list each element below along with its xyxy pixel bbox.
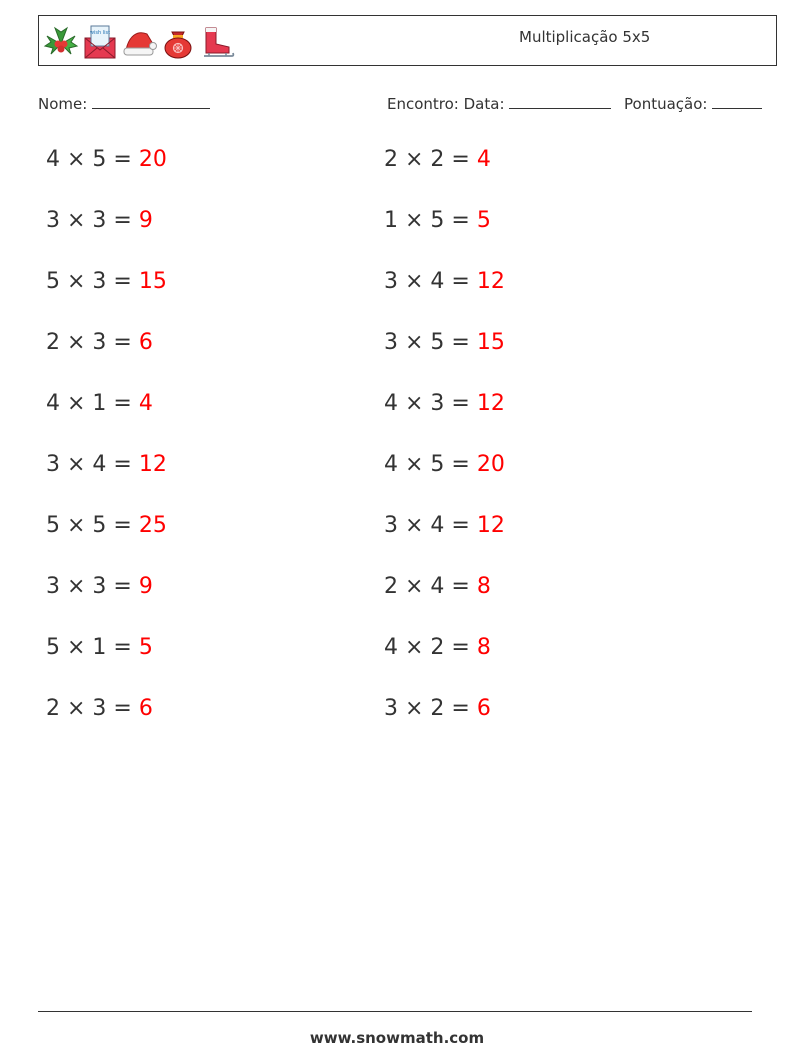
operand-a: 4 [384, 452, 398, 477]
equals-sign: = [106, 513, 139, 538]
answer: 4 [138, 391, 153, 416]
operand-a: 4 [46, 147, 60, 172]
times-sign: × [60, 513, 93, 538]
problem-right-1 [384, 147, 491, 172]
answer: 12 [476, 391, 505, 416]
problem-right-5 [384, 391, 505, 416]
answer: 12 [138, 452, 167, 477]
equals-sign: = [106, 635, 139, 660]
operand-b: 5 [430, 208, 445, 233]
operand-a: 4 [384, 391, 398, 416]
equals-sign: = [444, 269, 477, 294]
equals-sign: = [444, 635, 477, 660]
answer: 20 [138, 147, 167, 172]
problem-left-10 [46, 696, 153, 721]
gift-sack-icon [160, 22, 196, 60]
answer: 12 [476, 513, 505, 538]
answer: 8 [476, 574, 491, 599]
answer: 5 [476, 208, 491, 233]
operand-a: 5 [46, 635, 60, 660]
svg-text:wish list: wish list [89, 30, 111, 36]
times-sign: × [398, 147, 431, 172]
answer: 9 [138, 208, 153, 233]
wish-list-envelope-icon [82, 22, 118, 60]
operand-b: 4 [92, 452, 107, 477]
problem-left-6 [46, 452, 167, 477]
operand-a: 3 [384, 513, 398, 538]
operand-b: 5 [92, 513, 107, 538]
problem-right-2 [384, 208, 491, 233]
answer: 5 [138, 635, 153, 660]
problem-right-7 [384, 513, 505, 538]
score-label: Pontuação: [624, 95, 708, 113]
name-blank [92, 93, 210, 109]
times-sign: × [398, 269, 431, 294]
equals-sign: = [106, 208, 139, 233]
answer: 12 [476, 269, 505, 294]
times-sign: × [398, 208, 431, 233]
operand-a: 3 [384, 330, 398, 355]
problem-left-4 [46, 330, 153, 355]
icon-strip [43, 22, 235, 60]
ice-skate-icon [199, 22, 235, 60]
equals-sign: = [444, 147, 477, 172]
equals-sign: = [106, 269, 139, 294]
name-field [38, 93, 210, 113]
problem-left-2 [46, 208, 153, 233]
problem-right-8 [384, 574, 491, 599]
answer: 6 [476, 696, 491, 721]
operand-a: 3 [384, 269, 398, 294]
times-sign: × [398, 696, 431, 721]
times-sign: × [398, 391, 431, 416]
equals-sign: = [106, 391, 139, 416]
answer: 6 [138, 330, 153, 355]
holly-icon [43, 22, 79, 60]
operand-a: 4 [46, 391, 60, 416]
times-sign: × [398, 574, 431, 599]
problem-left-1 [46, 147, 167, 172]
operand-a: 3 [46, 208, 60, 233]
equals-sign: = [444, 330, 477, 355]
problem-left-3 [46, 269, 167, 294]
score-blank [712, 93, 762, 109]
times-sign: × [60, 635, 93, 660]
answer: 9 [138, 574, 153, 599]
operand-b: 2 [430, 147, 445, 172]
operand-a: 2 [46, 330, 60, 355]
operand-b: 5 [430, 330, 445, 355]
operand-a: 1 [384, 208, 398, 233]
operand-a: 3 [384, 696, 398, 721]
date-label: Encontro: Data: [387, 95, 505, 113]
problem-right-10 [384, 696, 491, 721]
operand-b: 5 [92, 147, 107, 172]
equals-sign: = [106, 574, 139, 599]
times-sign: × [60, 391, 93, 416]
worksheet-title: Multiplicação 5x5 [519, 28, 651, 46]
score-field [624, 93, 762, 113]
answer: 4 [476, 147, 491, 172]
equals-sign: = [444, 513, 477, 538]
answer: 15 [476, 330, 505, 355]
answer: 6 [138, 696, 153, 721]
equals-sign: = [444, 391, 477, 416]
operand-b: 3 [92, 269, 107, 294]
equals-sign: = [444, 208, 477, 233]
times-sign: × [60, 269, 93, 294]
answer: 15 [138, 269, 167, 294]
equals-sign: = [444, 574, 477, 599]
equals-sign: = [106, 452, 139, 477]
worksheet-header [38, 15, 777, 66]
problem-right-6 [384, 452, 505, 477]
operand-b: 4 [430, 574, 445, 599]
operand-b: 2 [430, 635, 445, 660]
times-sign: × [398, 330, 431, 355]
equals-sign: = [106, 696, 139, 721]
problem-left-7 [46, 513, 167, 538]
operand-b: 3 [92, 574, 107, 599]
operand-b: 2 [430, 696, 445, 721]
date-blank [509, 93, 611, 109]
times-sign: × [60, 696, 93, 721]
answer: 8 [476, 635, 491, 660]
operand-a: 5 [46, 269, 60, 294]
problem-left-5 [46, 391, 153, 416]
footer-divider [38, 1011, 752, 1012]
footer-url: www.snowmath.com [309, 1029, 485, 1047]
operand-a: 2 [384, 574, 398, 599]
equals-sign: = [106, 147, 139, 172]
times-sign: × [60, 452, 93, 477]
problem-right-4 [384, 330, 505, 355]
operand-a: 2 [384, 147, 398, 172]
equals-sign: = [444, 452, 477, 477]
operand-a: 3 [46, 574, 60, 599]
operand-b: 3 [92, 208, 107, 233]
name-label: Nome: [38, 95, 88, 113]
santa-hat-icon [121, 22, 157, 60]
times-sign: × [60, 330, 93, 355]
times-sign: × [398, 513, 431, 538]
operand-a: 2 [46, 696, 60, 721]
operand-b: 3 [92, 696, 107, 721]
operand-b: 1 [92, 391, 107, 416]
answer: 20 [476, 452, 505, 477]
equals-sign: = [444, 696, 477, 721]
equals-sign: = [106, 330, 139, 355]
operand-b: 4 [430, 513, 445, 538]
operand-b: 3 [92, 330, 107, 355]
problem-right-9 [384, 635, 491, 660]
operand-b: 5 [430, 452, 445, 477]
problem-right-3 [384, 269, 505, 294]
times-sign: × [60, 208, 93, 233]
operand-a: 5 [46, 513, 60, 538]
times-sign: × [60, 147, 93, 172]
times-sign: × [398, 635, 431, 660]
operand-a: 4 [384, 635, 398, 660]
operand-b: 1 [92, 635, 107, 660]
times-sign: × [398, 452, 431, 477]
operand-b: 4 [430, 269, 445, 294]
operand-a: 3 [46, 452, 60, 477]
date-field [387, 93, 611, 113]
problem-left-9 [46, 635, 153, 660]
problem-left-8 [46, 574, 153, 599]
times-sign: × [60, 574, 93, 599]
answer: 25 [138, 513, 167, 538]
operand-b: 3 [430, 391, 445, 416]
